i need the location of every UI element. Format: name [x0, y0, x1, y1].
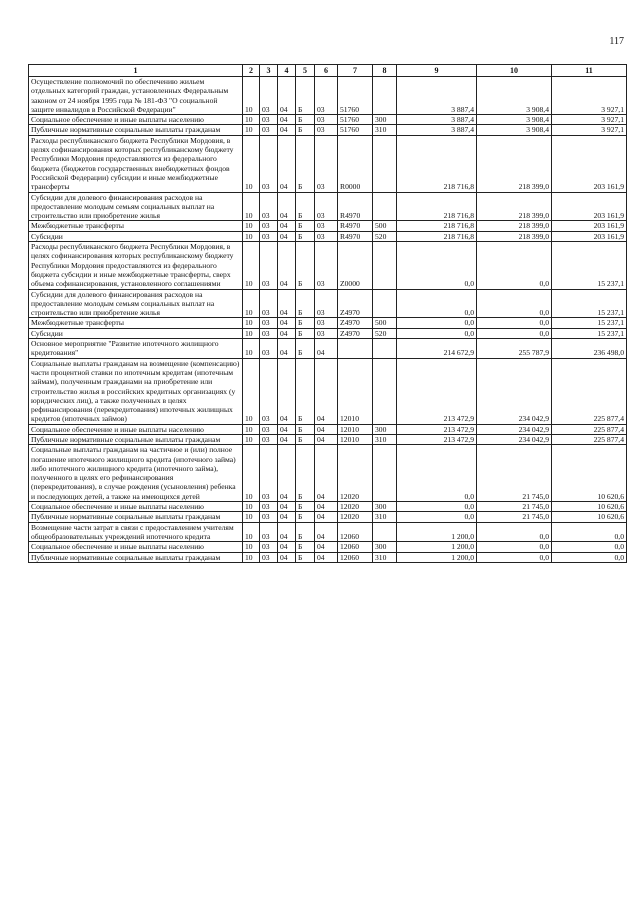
cell-amount-year2: 218 399,0 — [477, 192, 552, 221]
cell-direction: 12020 — [338, 445, 373, 502]
cell-expense-type — [373, 339, 397, 359]
cell-program: 04 — [278, 115, 296, 125]
cell-amount-year1: 218 716,8 — [397, 221, 477, 231]
cell-subsection: 03 — [260, 512, 278, 522]
cell-expense-type: 500 — [373, 221, 397, 231]
cell-amount-year3: 225 877,4 — [552, 434, 627, 444]
cell-expense-type — [373, 242, 397, 289]
cell-program: 04 — [278, 231, 296, 241]
column-header: 2 — [243, 65, 260, 77]
cell-amount-year2: 218 399,0 — [477, 135, 552, 192]
cell-event: 04 — [315, 424, 338, 434]
column-header: 5 — [296, 65, 315, 77]
cell-amount-year1: 218 716,8 — [397, 192, 477, 221]
page-number: 117 — [609, 36, 624, 47]
column-header: 10 — [477, 65, 552, 77]
cell-program: 04 — [278, 424, 296, 434]
cell-amount-year1: 213 472,9 — [397, 434, 477, 444]
cell-event: 03 — [315, 135, 338, 192]
cell-program: 04 — [278, 339, 296, 359]
cell-direction: R0000 — [338, 135, 373, 192]
cell-direction: 12060 — [338, 542, 373, 552]
cell-expense-type: 310 — [373, 552, 397, 562]
cell-amount-year1: 0,0 — [397, 242, 477, 289]
cell-event: 03 — [315, 231, 338, 241]
cell-event: 03 — [315, 192, 338, 221]
cell-expense-type: 520 — [373, 328, 397, 338]
cell-subprogram: Б — [296, 542, 315, 552]
column-header: 9 — [397, 65, 477, 77]
row-name: Межбюджетные трансферты — [29, 318, 243, 328]
column-header: 8 — [373, 65, 397, 77]
cell-amount-year3: 225 877,4 — [552, 358, 627, 424]
cell-subprogram: Б — [296, 289, 315, 318]
cell-subsection: 03 — [260, 77, 278, 115]
cell-amount-year1: 1 200,0 — [397, 552, 477, 562]
column-header: 11 — [552, 65, 627, 77]
cell-subsection: 03 — [260, 339, 278, 359]
table-row — [29, 522, 627, 542]
cell-amount-year3: 10 620,6 — [552, 502, 627, 512]
cell-subsection: 03 — [260, 115, 278, 125]
cell-event: 04 — [315, 522, 338, 542]
cell-subprogram: Б — [296, 318, 315, 328]
cell-event: 03 — [315, 115, 338, 125]
cell-event: 04 — [315, 512, 338, 522]
cell-subsection: 03 — [260, 328, 278, 338]
cell-amount-year2: 3 908,4 — [477, 125, 552, 135]
cell-subsection: 03 — [260, 424, 278, 434]
cell-event: 04 — [315, 445, 338, 502]
cell-section: 10 — [243, 318, 260, 328]
table-row — [29, 77, 627, 115]
cell-subprogram: Б — [296, 424, 315, 434]
cell-amount-year2: 234 042,9 — [477, 358, 552, 424]
cell-direction: 12060 — [338, 552, 373, 562]
cell-amount-year3: 203 161,9 — [552, 135, 627, 192]
table-row — [29, 424, 627, 434]
cell-section: 10 — [243, 192, 260, 221]
cell-subprogram: Б — [296, 192, 315, 221]
cell-amount-year3: 203 161,9 — [552, 231, 627, 241]
row-name: Осуществление полномочий по обеспечению жильем отдельных категорий граждан, установленных Федеральным законом от 24 ноября 1995 года № 181-ФЗ "О социальной защите инвалидов в Российской Федерации" — [29, 77, 243, 115]
cell-amount-year1: 0,0 — [397, 445, 477, 502]
cell-section: 10 — [243, 231, 260, 241]
cell-amount-year2: 3 908,4 — [477, 115, 552, 125]
cell-amount-year1: 213 472,9 — [397, 358, 477, 424]
cell-section: 10 — [243, 242, 260, 289]
cell-amount-year3: 15 237,1 — [552, 242, 627, 289]
row-name: Социальное обеспечение и иные выплаты населению — [29, 115, 243, 125]
cell-amount-year1: 218 716,8 — [397, 135, 477, 192]
cell-amount-year3: 3 927,1 — [552, 77, 627, 115]
table-row — [29, 445, 627, 502]
cell-program: 04 — [278, 502, 296, 512]
cell-amount-year2: 218 399,0 — [477, 231, 552, 241]
cell-subprogram: Б — [296, 445, 315, 502]
cell-program: 04 — [278, 192, 296, 221]
row-name: Социальные выплаты гражданам на возмещение (компенсацию) части процентной ставки по ипотечным кредитам (ипотечным займам), полученным гражданами на приобретение или строительство жилья в российских кредитных организациях (у юридических лиц), а также полученных в целях рефинансирования (перекредитования) ипотечных жилищных кредитов (ипотечных займов) — [29, 358, 243, 424]
cell-amount-year2: 0,0 — [477, 289, 552, 318]
cell-section: 10 — [243, 502, 260, 512]
cell-amount-year1: 3 887,4 — [397, 125, 477, 135]
cell-subprogram: Б — [296, 502, 315, 512]
table-row — [29, 512, 627, 522]
cell-program: 04 — [278, 542, 296, 552]
table-row — [29, 542, 627, 552]
cell-amount-year3: 10 620,6 — [552, 445, 627, 502]
column-header: 4 — [278, 65, 296, 77]
table-row — [29, 231, 627, 241]
cell-section: 10 — [243, 552, 260, 562]
cell-subprogram: Б — [296, 522, 315, 542]
cell-amount-year2: 234 042,9 — [477, 424, 552, 434]
cell-subsection: 03 — [260, 192, 278, 221]
table-row — [29, 552, 627, 562]
cell-amount-year1: 1 200,0 — [397, 542, 477, 552]
cell-direction: 51760 — [338, 125, 373, 135]
cell-event: 03 — [315, 242, 338, 289]
table-row — [29, 192, 627, 221]
row-name: Социальное обеспечение и иные выплаты населению — [29, 424, 243, 434]
cell-section: 10 — [243, 221, 260, 231]
cell-amount-year3: 15 237,1 — [552, 318, 627, 328]
cell-direction: Z4970 — [338, 289, 373, 318]
cell-subprogram: Б — [296, 328, 315, 338]
cell-event: 03 — [315, 77, 338, 115]
cell-direction: 12060 — [338, 522, 373, 542]
cell-expense-type — [373, 445, 397, 502]
cell-event: 04 — [315, 552, 338, 562]
cell-subprogram: Б — [296, 242, 315, 289]
cell-subsection: 03 — [260, 125, 278, 135]
cell-event: 03 — [315, 289, 338, 318]
cell-program: 04 — [278, 358, 296, 424]
cell-direction: R4970 — [338, 192, 373, 221]
cell-section: 10 — [243, 125, 260, 135]
cell-program: 04 — [278, 522, 296, 542]
cell-direction: 51760 — [338, 77, 373, 115]
cell-subsection: 03 — [260, 358, 278, 424]
cell-section: 10 — [243, 522, 260, 542]
cell-amount-year2: 0,0 — [477, 522, 552, 542]
row-name: Публичные нормативные социальные выплаты гражданам — [29, 552, 243, 562]
cell-program: 04 — [278, 242, 296, 289]
cell-subprogram: Б — [296, 339, 315, 359]
cell-subsection: 03 — [260, 242, 278, 289]
cell-amount-year1: 0,0 — [397, 289, 477, 318]
cell-amount-year1: 0,0 — [397, 328, 477, 338]
cell-amount-year2: 255 787,9 — [477, 339, 552, 359]
cell-subsection: 03 — [260, 289, 278, 318]
table-row — [29, 289, 627, 318]
cell-program: 04 — [278, 445, 296, 502]
table-row — [29, 358, 627, 424]
table-row — [29, 125, 627, 135]
cell-direction: 12020 — [338, 512, 373, 522]
budget-table — [28, 64, 627, 563]
cell-section: 10 — [243, 434, 260, 444]
cell-amount-year2: 234 042,9 — [477, 434, 552, 444]
cell-direction: R4970 — [338, 221, 373, 231]
cell-section: 10 — [243, 445, 260, 502]
cell-amount-year2: 21 745,0 — [477, 502, 552, 512]
column-header: 3 — [260, 65, 278, 77]
cell-subprogram: Б — [296, 552, 315, 562]
cell-amount-year3: 203 161,9 — [552, 192, 627, 221]
cell-amount-year1: 213 472,9 — [397, 424, 477, 434]
cell-expense-type: 310 — [373, 434, 397, 444]
cell-event: 04 — [315, 358, 338, 424]
cell-section: 10 — [243, 77, 260, 115]
cell-amount-year1: 218 716,8 — [397, 231, 477, 241]
cell-subsection: 03 — [260, 318, 278, 328]
cell-expense-type: 310 — [373, 512, 397, 522]
cell-program: 04 — [278, 135, 296, 192]
table-row — [29, 339, 627, 359]
cell-event: 03 — [315, 125, 338, 135]
row-name: Возмещение части затрат в связи с предоставлением учителям общеобразовательных учреждений ипотечного кредита — [29, 522, 243, 542]
cell-program: 04 — [278, 289, 296, 318]
cell-section: 10 — [243, 542, 260, 552]
cell-event: 03 — [315, 328, 338, 338]
cell-expense-type — [373, 135, 397, 192]
cell-direction: 51760 — [338, 115, 373, 125]
cell-amount-year3: 3 927,1 — [552, 115, 627, 125]
cell-expense-type — [373, 522, 397, 542]
cell-section: 10 — [243, 289, 260, 318]
cell-subprogram: Б — [296, 358, 315, 424]
cell-subprogram: Б — [296, 77, 315, 115]
row-name: Публичные нормативные социальные выплаты гражданам — [29, 125, 243, 135]
cell-section: 10 — [243, 339, 260, 359]
table-row — [29, 434, 627, 444]
cell-program: 04 — [278, 125, 296, 135]
row-name: Социальные выплаты гражданам на частичное и (или) полное погашение ипотечного жилищного кредита (ипотечного займа) либо ипотечного жилищного кредита (ипотечного займа), полученного в целях его рефинансирования (перекредитования), в случае рождения (усыновления) ребенка и последующих детей, а также на имеющихся детей — [29, 445, 243, 502]
cell-amount-year2: 0,0 — [477, 542, 552, 552]
cell-direction: R4970 — [338, 231, 373, 241]
row-name: Субсидии — [29, 231, 243, 241]
row-name: Социальное обеспечение и иные выплаты населению — [29, 502, 243, 512]
cell-amount-year1: 3 887,4 — [397, 77, 477, 115]
cell-direction: 12010 — [338, 358, 373, 424]
cell-subsection: 03 — [260, 445, 278, 502]
cell-amount-year2: 0,0 — [477, 328, 552, 338]
cell-expense-type: 300 — [373, 542, 397, 552]
cell-direction: Z0000 — [338, 242, 373, 289]
cell-event: 04 — [315, 542, 338, 552]
cell-subsection: 03 — [260, 434, 278, 444]
table-row — [29, 135, 627, 192]
cell-amount-year1: 0,0 — [397, 318, 477, 328]
cell-amount-year3: 236 498,0 — [552, 339, 627, 359]
cell-subprogram: Б — [296, 115, 315, 125]
cell-section: 10 — [243, 328, 260, 338]
cell-amount-year3: 0,0 — [552, 542, 627, 552]
cell-subsection: 03 — [260, 221, 278, 231]
row-name: Расходы республиканского бюджета Республики Мордовия, в целях софинансирования которых республиканскому бюджету Республики Мордовия предоставляются из федерального бюджета субсидии и иные межбюджетные трансферты, сверх объема софинансирования, установленного соглашениями — [29, 242, 243, 289]
cell-subprogram: Б — [296, 125, 315, 135]
cell-subprogram: Б — [296, 135, 315, 192]
cell-program: 04 — [278, 77, 296, 115]
column-header: 6 — [315, 65, 338, 77]
table-row — [29, 115, 627, 125]
cell-amount-year1: 1 200,0 — [397, 522, 477, 542]
column-header: 1 — [29, 65, 243, 77]
cell-program: 04 — [278, 221, 296, 231]
cell-amount-year3: 0,0 — [552, 552, 627, 562]
cell-amount-year2: 0,0 — [477, 318, 552, 328]
cell-expense-type — [373, 192, 397, 221]
table-body — [29, 77, 627, 563]
cell-section: 10 — [243, 512, 260, 522]
cell-expense-type: 300 — [373, 115, 397, 125]
table-row — [29, 221, 627, 231]
cell-amount-year3: 10 620,6 — [552, 512, 627, 522]
cell-subsection: 03 — [260, 522, 278, 542]
cell-expense-type: 520 — [373, 231, 397, 241]
row-name: Социальное обеспечение и иные выплаты населению — [29, 542, 243, 552]
cell-amount-year2: 0,0 — [477, 242, 552, 289]
cell-subprogram: Б — [296, 231, 315, 241]
cell-subprogram: Б — [296, 221, 315, 231]
cell-expense-type — [373, 77, 397, 115]
row-name: Публичные нормативные социальные выплаты гражданам — [29, 434, 243, 444]
cell-amount-year3: 15 237,1 — [552, 328, 627, 338]
cell-subsection: 03 — [260, 502, 278, 512]
cell-program: 04 — [278, 552, 296, 562]
table-row — [29, 242, 627, 289]
cell-amount-year2: 0,0 — [477, 552, 552, 562]
cell-section: 10 — [243, 115, 260, 125]
cell-expense-type — [373, 358, 397, 424]
cell-event: 04 — [315, 502, 338, 512]
cell-subprogram: Б — [296, 512, 315, 522]
cell-section: 10 — [243, 424, 260, 434]
cell-amount-year3: 3 927,1 — [552, 125, 627, 135]
cell-expense-type: 300 — [373, 424, 397, 434]
cell-amount-year3: 15 237,1 — [552, 289, 627, 318]
cell-direction: Z4970 — [338, 328, 373, 338]
cell-direction: Z4970 — [338, 318, 373, 328]
cell-program: 04 — [278, 434, 296, 444]
cell-amount-year2: 218 399,0 — [477, 221, 552, 231]
table-row — [29, 328, 627, 338]
cell-direction — [338, 339, 373, 359]
cell-subsection: 03 — [260, 231, 278, 241]
cell-program: 04 — [278, 512, 296, 522]
cell-amount-year3: 225 877,4 — [552, 424, 627, 434]
cell-section: 10 — [243, 135, 260, 192]
cell-amount-year1: 0,0 — [397, 502, 477, 512]
cell-amount-year2: 21 745,0 — [477, 512, 552, 522]
row-name: Субсидии для долевого финансирования расходов на предоставление молодым семьям социальных выплат на строительство или приобретение жилья — [29, 289, 243, 318]
cell-expense-type: 310 — [373, 125, 397, 135]
table-row — [29, 318, 627, 328]
cell-expense-type: 500 — [373, 318, 397, 328]
cell-amount-year1: 3 887,4 — [397, 115, 477, 125]
cell-direction: 12010 — [338, 434, 373, 444]
cell-amount-year2: 21 745,0 — [477, 445, 552, 502]
table-row — [29, 502, 627, 512]
cell-program: 04 — [278, 328, 296, 338]
cell-event: 03 — [315, 221, 338, 231]
column-header: 7 — [338, 65, 373, 77]
cell-event: 04 — [315, 339, 338, 359]
cell-event: 04 — [315, 434, 338, 444]
cell-amount-year1: 0,0 — [397, 512, 477, 522]
row-name: Субсидии — [29, 328, 243, 338]
row-name: Расходы республиканского бюджета Республики Мордовия, в целях софинансирования которых республиканскому бюджету Республики Мордовия предоставляются из федерального бюджета (бюджетов государственных внебюджетных фондов Российской Федерации) субсидии и иные межбюджетные трансферты — [29, 135, 243, 192]
cell-subsection: 03 — [260, 542, 278, 552]
cell-amount-year1: 214 672,9 — [397, 339, 477, 359]
cell-section: 10 — [243, 358, 260, 424]
cell-event: 03 — [315, 318, 338, 328]
row-name: Субсидии для долевого финансирования расходов на предоставление молодым семьям социальных выплат на строительство или приобретение жилья — [29, 192, 243, 221]
cell-amount-year3: 0,0 — [552, 522, 627, 542]
cell-expense-type: 300 — [373, 502, 397, 512]
cell-amount-year3: 203 161,9 — [552, 221, 627, 231]
cell-expense-type — [373, 289, 397, 318]
row-name: Публичные нормативные социальные выплаты гражданам — [29, 512, 243, 522]
cell-subprogram: Б — [296, 434, 315, 444]
cell-amount-year2: 3 908,4 — [477, 77, 552, 115]
row-name: Основное мероприятие "Развитие ипотечного жилищного кредитования" — [29, 339, 243, 359]
cell-subsection: 03 — [260, 552, 278, 562]
cell-direction: 12020 — [338, 502, 373, 512]
cell-program: 04 — [278, 318, 296, 328]
cell-direction: 12010 — [338, 424, 373, 434]
row-name: Межбюджетные трансферты — [29, 221, 243, 231]
cell-subsection: 03 — [260, 135, 278, 192]
table-header-row — [29, 65, 627, 77]
